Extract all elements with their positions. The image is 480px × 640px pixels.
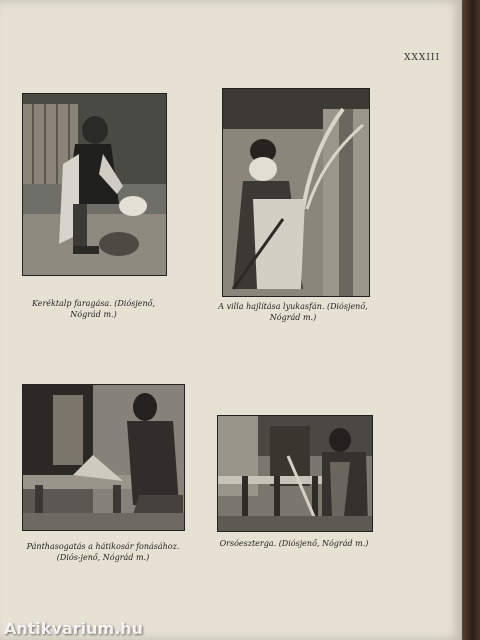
- photo-caption: Orsóesztergа. (Diósjenő, Nógrád m.): [219, 539, 369, 548]
- book-spine: [462, 0, 480, 640]
- photo-caption: A villa hajlítása lyukasfán. (Diósjenő, Nógrád m.): [218, 302, 368, 322]
- photo-spindle-lathe: [217, 415, 373, 532]
- page-number: XXXIII: [404, 53, 440, 63]
- photo-caption: Pánthasogatás a hátikosár fonásához. (Diós-jenő, Nógrád m.): [26, 542, 180, 562]
- photo-wheel-hub-carving: [22, 93, 167, 276]
- photo-caption: Keréktalp faragása. (Diósjenő, Nógrád m.): [31, 299, 156, 319]
- photo-fork-bending: [222, 88, 370, 297]
- watermark: Antikvarium.hu: [4, 619, 144, 638]
- photo-strip-splitting: [22, 384, 185, 531]
